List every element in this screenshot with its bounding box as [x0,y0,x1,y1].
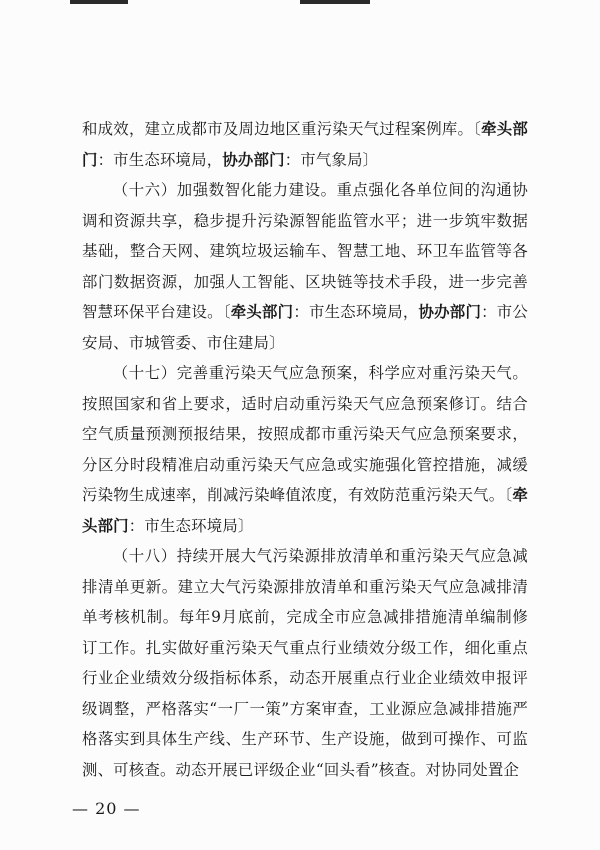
paragraph-continuation [82,114,528,175]
text-segment: ：市生态环境局， [97,150,223,169]
text-segment: ：市生态环境局， [293,303,419,321]
assist-department-label: 协办部门 [222,150,285,169]
text-segment: ：市生态环境局〕 [128,516,254,535]
text-segment: ：市公安局、市城管委、市住建局〕 [82,303,528,352]
document-body [82,114,528,785]
text-segment: （十六）加强数智化能力建设。重点强化各单位间的沟通协调和资源共享，稳步提升污染源智能监管水平；进一步筑牢数据基础，整合天网、建筑垃圾运输车、智慧工地、环卫车监管等各部门数据资源，加强人工智能、区块链等技术手段，进一步完善智慧环保平台建设。〔 [82,181,528,321]
lead-department-label: 牵头部门 [82,120,528,169]
page-number: — 20 — [72,799,141,818]
text-segment: （十七）完善重污染天气应急预案，科学应对重污染天气。按照国家和省上要求，适时启动重污染天气应急预案修订。结合空气质量预测预报结果，按照成都市重污染天气应急预案要求，分区分时段精准启动重污染天气应急或实施强化管控措施，减缓污染物生成速率，削减污染峰值浓度，有效防范重污染天气。〔 [82,364,528,504]
paragraph-item-18 [82,541,528,785]
scan-edge-mark [300,0,370,4]
lead-department-label: 牵头部门 [230,303,294,321]
text-segment: （十八）持续开展大气污染源排放清单和重污染天气应急减排清单更新。建立大气污染源排放清单和重污染天气应急减排清单考核机制。每年9月底前，完成全市应急减排措施清单编制修订工作。扎实做好重污染天气重点行业绩效分级工作，细化重点行业企业绩效分级指标体系，动态开展重点行业企业绩效申报评级调整，严格落实“一厂一策”方案审查，工业源应急减排措施严格落实到具体生产线、生产环节、生产设施，做到可操作、可监测、可核查。动态开展已评级企业“回头看”核查。对协同处置企 [82,547,528,779]
scan-edge-mark [70,0,128,4]
assist-department-label: 协办部门 [418,303,482,321]
paragraph-item-17 [82,358,528,541]
lead-department-label: 牵头部门 [82,486,528,535]
text-segment: ：市气象局〕 [284,150,379,169]
text-segment: 和成效，建立成都市及周边地区重污染天气过程案例库。〔 [82,120,482,138]
paragraph-item-16 [82,175,528,358]
